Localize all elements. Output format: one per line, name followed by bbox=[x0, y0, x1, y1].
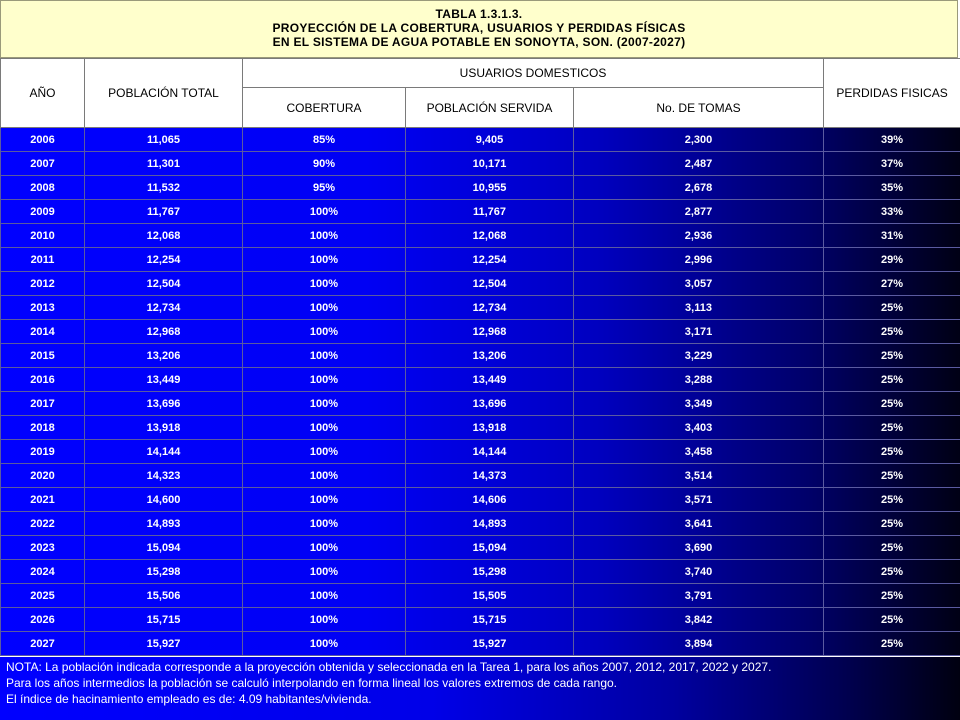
header-physical-losses: PERDIDAS FISICAS bbox=[824, 59, 960, 128]
projection-table bbox=[0, 58, 960, 656]
table-row bbox=[1, 176, 960, 200]
table-row bbox=[1, 464, 960, 488]
cell-connections: 3,791 bbox=[574, 584, 824, 608]
cell-served-population: 13,696 bbox=[406, 392, 574, 416]
cell-served-population: 15,094 bbox=[406, 536, 574, 560]
cell-physical-losses: 35% bbox=[824, 176, 960, 200]
table-row bbox=[1, 632, 960, 656]
cell-physical-losses: 25% bbox=[824, 392, 960, 416]
cell-physical-losses: 25% bbox=[824, 632, 960, 656]
cell-population-total: 13,696 bbox=[85, 392, 243, 416]
table-header bbox=[1, 59, 960, 128]
cell-year: 2026 bbox=[1, 608, 85, 632]
table-note bbox=[0, 657, 960, 720]
cell-connections: 2,487 bbox=[574, 152, 824, 176]
cell-physical-losses: 29% bbox=[824, 248, 960, 272]
cell-coverage: 100% bbox=[243, 200, 406, 224]
cell-coverage: 100% bbox=[243, 224, 406, 248]
cell-population-total: 14,323 bbox=[85, 464, 243, 488]
cell-served-population: 12,734 bbox=[406, 296, 574, 320]
cell-connections: 2,678 bbox=[574, 176, 824, 200]
cell-physical-losses: 25% bbox=[824, 320, 960, 344]
cell-served-population: 14,144 bbox=[406, 440, 574, 464]
cell-coverage: 100% bbox=[243, 320, 406, 344]
table-row bbox=[1, 152, 960, 176]
cell-physical-losses: 25% bbox=[824, 368, 960, 392]
cell-connections: 3,171 bbox=[574, 320, 824, 344]
cell-coverage: 100% bbox=[243, 392, 406, 416]
cell-coverage: 100% bbox=[243, 248, 406, 272]
table-row bbox=[1, 392, 960, 416]
cell-year: 2007 bbox=[1, 152, 85, 176]
cell-connections: 3,894 bbox=[574, 632, 824, 656]
cell-population-total: 14,144 bbox=[85, 440, 243, 464]
cell-year: 2025 bbox=[1, 584, 85, 608]
table-row bbox=[1, 344, 960, 368]
cell-year: 2021 bbox=[1, 488, 85, 512]
cell-coverage: 100% bbox=[243, 368, 406, 392]
cell-coverage: 100% bbox=[243, 464, 406, 488]
cell-connections: 3,740 bbox=[574, 560, 824, 584]
cell-coverage: 100% bbox=[243, 488, 406, 512]
cell-physical-losses: 25% bbox=[824, 536, 960, 560]
cell-connections: 3,571 bbox=[574, 488, 824, 512]
cell-physical-losses: 33% bbox=[824, 200, 960, 224]
header-population-total: POBLACIÓN TOTAL bbox=[85, 59, 243, 128]
cell-year: 2022 bbox=[1, 512, 85, 536]
table-row bbox=[1, 320, 960, 344]
table-row bbox=[1, 488, 960, 512]
header-year: AÑO bbox=[1, 59, 85, 128]
table-row bbox=[1, 224, 960, 248]
cell-coverage: 90% bbox=[243, 152, 406, 176]
cell-year: 2009 bbox=[1, 200, 85, 224]
cell-served-population: 12,968 bbox=[406, 320, 574, 344]
cell-physical-losses: 39% bbox=[824, 128, 960, 152]
cell-population-total: 12,968 bbox=[85, 320, 243, 344]
cell-connections: 3,288 bbox=[574, 368, 824, 392]
cell-served-population: 12,068 bbox=[406, 224, 574, 248]
cell-served-population: 15,927 bbox=[406, 632, 574, 656]
cell-connections: 2,996 bbox=[574, 248, 824, 272]
table-row bbox=[1, 608, 960, 632]
cell-physical-losses: 25% bbox=[824, 464, 960, 488]
cell-connections: 3,641 bbox=[574, 512, 824, 536]
cell-connections: 3,113 bbox=[574, 296, 824, 320]
cell-connections: 3,057 bbox=[574, 272, 824, 296]
table-row bbox=[1, 368, 960, 392]
cell-served-population: 10,955 bbox=[406, 176, 574, 200]
cell-connections: 3,514 bbox=[574, 464, 824, 488]
cell-connections: 2,877 bbox=[574, 200, 824, 224]
cell-population-total: 12,734 bbox=[85, 296, 243, 320]
cell-coverage: 100% bbox=[243, 632, 406, 656]
cell-population-total: 11,532 bbox=[85, 176, 243, 200]
table-row bbox=[1, 128, 960, 152]
cell-coverage: 100% bbox=[243, 344, 406, 368]
table-row bbox=[1, 272, 960, 296]
cell-physical-losses: 25% bbox=[824, 296, 960, 320]
cell-population-total: 13,206 bbox=[85, 344, 243, 368]
cell-served-population: 11,767 bbox=[406, 200, 574, 224]
header-connections: No. DE TOMAS bbox=[574, 88, 824, 128]
header-served-population: POBLACIÓN SERVIDA bbox=[406, 88, 574, 128]
note-line-2: Para los años intermedios la población se calculó interpolando en forma lineal los valores extremos de cada rango. bbox=[6, 676, 618, 690]
cell-served-population: 14,373 bbox=[406, 464, 574, 488]
cell-population-total: 15,506 bbox=[85, 584, 243, 608]
cell-coverage: 85% bbox=[243, 128, 406, 152]
cell-served-population: 15,298 bbox=[406, 560, 574, 584]
cell-year: 2014 bbox=[1, 320, 85, 344]
cell-served-population: 14,893 bbox=[406, 512, 574, 536]
cell-physical-losses: 25% bbox=[824, 488, 960, 512]
cell-served-population: 13,449 bbox=[406, 368, 574, 392]
cell-year: 2019 bbox=[1, 440, 85, 464]
cell-population-total: 14,600 bbox=[85, 488, 243, 512]
cell-population-total: 11,065 bbox=[85, 128, 243, 152]
cell-population-total: 11,767 bbox=[85, 200, 243, 224]
table-number: TABLA 1.3.1.3. bbox=[435, 7, 523, 21]
table-row bbox=[1, 440, 960, 464]
table-row bbox=[1, 536, 960, 560]
cell-physical-losses: 25% bbox=[824, 608, 960, 632]
header-domestic-users: USUARIOS DOMESTICOS bbox=[243, 59, 824, 88]
cell-year: 2006 bbox=[1, 128, 85, 152]
cell-year: 2024 bbox=[1, 560, 85, 584]
cell-year: 2011 bbox=[1, 248, 85, 272]
cell-physical-losses: 25% bbox=[824, 440, 960, 464]
cell-coverage: 100% bbox=[243, 560, 406, 584]
cell-population-total: 12,068 bbox=[85, 224, 243, 248]
cell-physical-losses: 31% bbox=[824, 224, 960, 248]
cell-population-total: 15,927 bbox=[85, 632, 243, 656]
cell-served-population: 13,918 bbox=[406, 416, 574, 440]
cell-served-population: 15,715 bbox=[406, 608, 574, 632]
table-body bbox=[1, 128, 960, 656]
table-row bbox=[1, 200, 960, 224]
cell-physical-losses: 25% bbox=[824, 344, 960, 368]
cell-coverage: 100% bbox=[243, 584, 406, 608]
cell-population-total: 12,254 bbox=[85, 248, 243, 272]
cell-physical-losses: 27% bbox=[824, 272, 960, 296]
cell-connections: 2,936 bbox=[574, 224, 824, 248]
note-line-3: El índice de hacinamiento empleado es de: 4.09 habitantes/vivienda. bbox=[6, 692, 372, 706]
cell-connections: 2,300 bbox=[574, 128, 824, 152]
table-title-line-2: EN EL SISTEMA DE AGUA POTABLE EN SONOYTA, SON. (2007-2027) bbox=[272, 35, 686, 49]
cell-served-population: 9,405 bbox=[406, 128, 574, 152]
cell-year: 2015 bbox=[1, 344, 85, 368]
table-row bbox=[1, 416, 960, 440]
table-row bbox=[1, 584, 960, 608]
cell-physical-losses: 25% bbox=[824, 560, 960, 584]
cell-served-population: 13,206 bbox=[406, 344, 574, 368]
cell-year: 2020 bbox=[1, 464, 85, 488]
cell-coverage: 100% bbox=[243, 536, 406, 560]
cell-physical-losses: 25% bbox=[824, 512, 960, 536]
cell-served-population: 10,171 bbox=[406, 152, 574, 176]
cell-connections: 3,229 bbox=[574, 344, 824, 368]
cell-coverage: 100% bbox=[243, 272, 406, 296]
cell-population-total: 15,298 bbox=[85, 560, 243, 584]
cell-served-population: 12,254 bbox=[406, 248, 574, 272]
cell-year: 2013 bbox=[1, 296, 85, 320]
cell-population-total: 15,094 bbox=[85, 536, 243, 560]
cell-population-total: 11,301 bbox=[85, 152, 243, 176]
cell-coverage: 95% bbox=[243, 176, 406, 200]
cell-coverage: 100% bbox=[243, 416, 406, 440]
cell-physical-losses: 25% bbox=[824, 416, 960, 440]
cell-year: 2017 bbox=[1, 392, 85, 416]
cell-connections: 3,842 bbox=[574, 608, 824, 632]
table-row bbox=[1, 248, 960, 272]
table-row bbox=[1, 512, 960, 536]
cell-year: 2010 bbox=[1, 224, 85, 248]
cell-connections: 3,403 bbox=[574, 416, 824, 440]
cell-coverage: 100% bbox=[243, 608, 406, 632]
table-title-block bbox=[0, 0, 958, 58]
table-row bbox=[1, 560, 960, 584]
cell-coverage: 100% bbox=[243, 512, 406, 536]
note-line-1: NOTA: La población indicada corresponde a la proyección obtenida y seleccionada en la Tarea 1, para los años 2007, 2012, 2017, 2022 y 2027. bbox=[6, 660, 772, 674]
cell-year: 2016 bbox=[1, 368, 85, 392]
cell-connections: 3,349 bbox=[574, 392, 824, 416]
cell-connections: 3,458 bbox=[574, 440, 824, 464]
cell-served-population: 14,606 bbox=[406, 488, 574, 512]
cell-year: 2027 bbox=[1, 632, 85, 656]
cell-coverage: 100% bbox=[243, 440, 406, 464]
cell-year: 2018 bbox=[1, 416, 85, 440]
cell-year: 2008 bbox=[1, 176, 85, 200]
cell-population-total: 14,893 bbox=[85, 512, 243, 536]
cell-population-total: 13,918 bbox=[85, 416, 243, 440]
cell-year: 2023 bbox=[1, 536, 85, 560]
cell-served-population: 12,504 bbox=[406, 272, 574, 296]
cell-physical-losses: 37% bbox=[824, 152, 960, 176]
cell-served-population: 15,505 bbox=[406, 584, 574, 608]
cell-year: 2012 bbox=[1, 272, 85, 296]
header-coverage: COBERTURA bbox=[243, 88, 406, 128]
cell-population-total: 15,715 bbox=[85, 608, 243, 632]
cell-physical-losses: 25% bbox=[824, 584, 960, 608]
cell-population-total: 12,504 bbox=[85, 272, 243, 296]
table-row bbox=[1, 296, 960, 320]
cell-population-total: 13,449 bbox=[85, 368, 243, 392]
table-title-line-1: PROYECCIÓN DE LA COBERTURA, USUARIOS Y PERDIDAS FÍSICAS bbox=[272, 21, 686, 35]
cell-connections: 3,690 bbox=[574, 536, 824, 560]
cell-coverage: 100% bbox=[243, 296, 406, 320]
